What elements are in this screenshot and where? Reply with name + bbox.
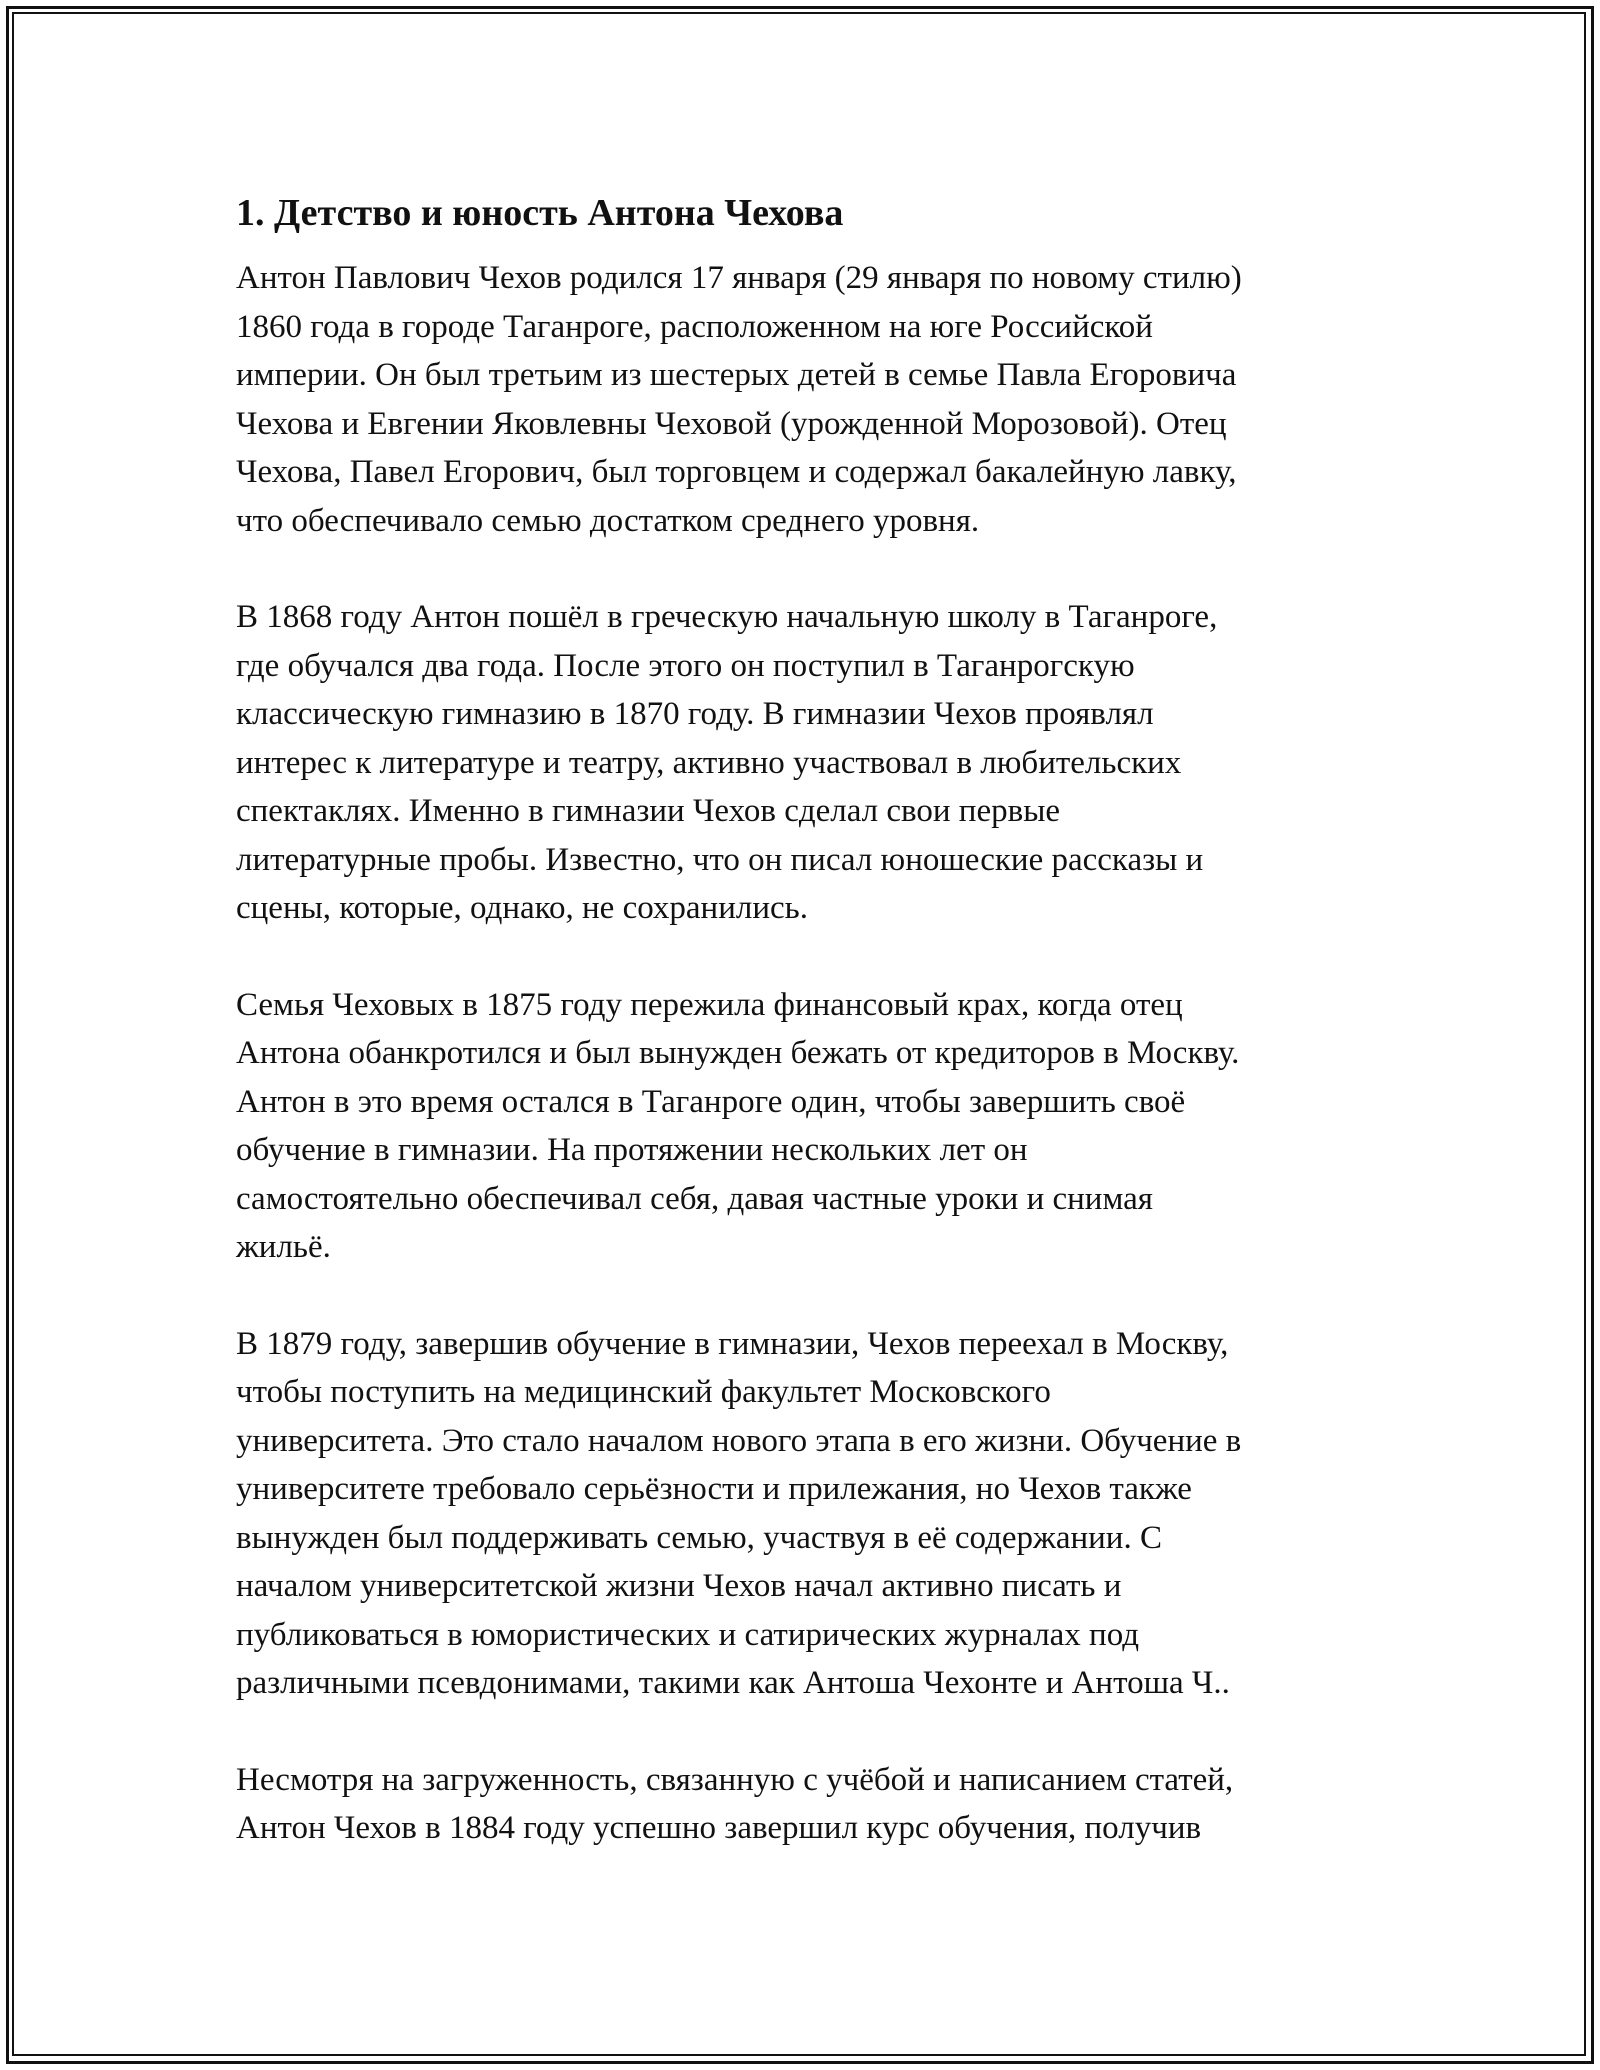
text-line: классическую гимназию в 1870 году. В гимназии Чехов проявлял — [236, 696, 1154, 732]
section-heading: 1. Детство и юность Антона Чехова — [236, 192, 844, 234]
text-line: Чехова, Павел Егорович, был торговцем и содержал бакалейную лавку, — [236, 454, 1237, 490]
text-line: Несмотря на загруженность, связанную с учёбой и написанием статей, — [236, 1761, 1234, 1798]
text-line: Семья Чеховых в 1875 году пережила финансовый крах, когда отец — [236, 986, 1183, 1023]
text-line: различными псевдонимами, такими как Антоша Чехонте и Антоша Ч.. — [236, 1665, 1230, 1701]
text-line: 1860 года в городе Таганроге, расположенном на юге Российской — [236, 308, 1153, 345]
paragraph — [236, 254, 1376, 545]
text-line: началом университетской жизни Чехов начал активно писать и — [236, 1568, 1122, 1604]
text-line: спектаклях. Именно в гимназии Чехов сделал свои первые — [236, 793, 1061, 829]
text-line: Антон Павлович Чехов родился 17 января (29 января по новому стилю) — [236, 260, 1242, 296]
text-line: Антон в это время остался в Таганроге один, чтобы завершить своё — [236, 1083, 1186, 1120]
text-line: Антон Чехов в 1884 году успешно завершил курс обучения, получив — [236, 1810, 1202, 1846]
paragraph — [236, 1320, 1376, 1708]
text-line: сцены, которые, однако, не сохранились. — [236, 890, 808, 926]
text-line: где обучался два года. После этого он поступил в Таганрогскую — [236, 647, 1135, 684]
text-line: Чехова и Евгении Яковлевны Чеховой (урожденной Морозовой). Отец — [236, 405, 1227, 442]
text-line: чтобы поступить на медицинский факультет Московского — [236, 1374, 1051, 1410]
paragraph — [236, 981, 1376, 1272]
text-line: обучение в гимназии. На протяжении нескольких лет он — [236, 1132, 1028, 1168]
paragraph — [236, 593, 1376, 933]
text-line: публиковаться в юмористических и сатирических журналах под — [236, 1616, 1140, 1653]
text-line: университете требовало серьёзности и прилежания, но Чехов также — [236, 1471, 1192, 1507]
text-line: самостоятельно обеспечивал себя, давая частные уроки и снимая — [236, 1180, 1153, 1217]
text-line: университета. Это стало началом нового этапа в его жизни. Обучение в — [236, 1422, 1242, 1459]
text-line: что обеспечивало семью достатком среднего уровня. — [236, 502, 980, 539]
text-line: В 1868 году Антон пошёл в греческую начальную школу в Таганроге, — [236, 599, 1218, 635]
text-line: литературные пробы. Известно, что он писал юношеские рассказы и — [236, 841, 1204, 878]
paragraph — [236, 1756, 1376, 1853]
document-body — [236, 188, 1376, 1853]
text-line: интерес к литературе и театру, активно участвовал в любительских — [236, 744, 1182, 781]
text-line: В 1879 году, завершив обучение в гимназии, Чехов переехал в Москву, — [236, 1325, 1229, 1362]
text-line: Антона обанкротился и был вынужден бежать от кредиторов в Москву. — [236, 1035, 1240, 1071]
text-line: империи. Он был третьим из шестерых детей в семье Павла Егоровича — [236, 357, 1237, 393]
text-line: жильё. — [236, 1229, 331, 1265]
text-line: вынужден был поддерживать семью, участвуя в её содержании. С — [236, 1519, 1162, 1556]
